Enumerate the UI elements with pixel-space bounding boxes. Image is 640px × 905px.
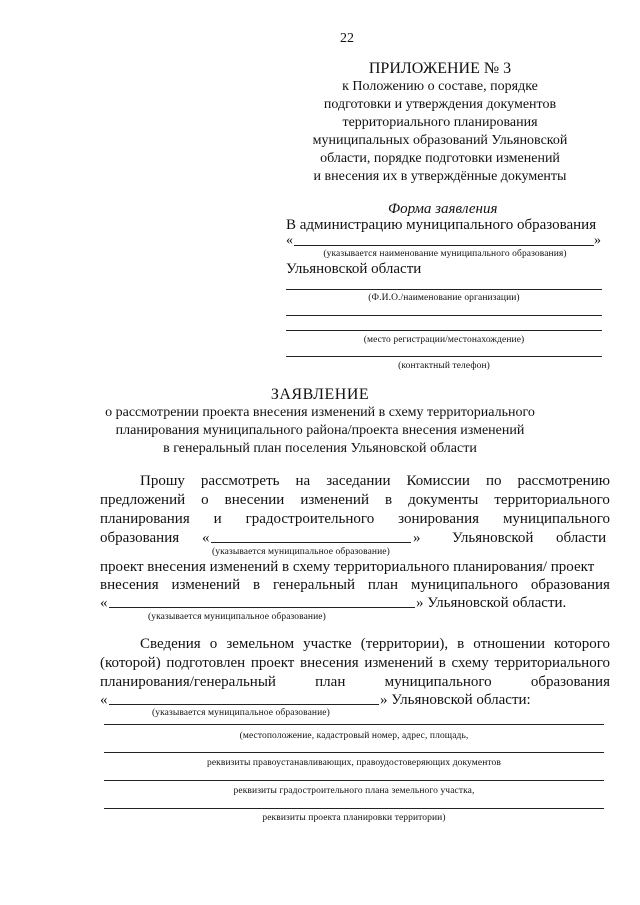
word: Прошу — [140, 473, 185, 489]
mo-field-para1[interactable] — [211, 542, 411, 543]
word: территориального — [494, 492, 610, 508]
appendix-line: территориального планирования — [342, 115, 538, 130]
word: на — [295, 473, 311, 489]
word: рассмотрению — [517, 473, 610, 489]
word: зонирования — [398, 511, 480, 527]
page-number: 22 — [340, 31, 354, 46]
addressee-text: В администрацию муниципального образования — [286, 217, 597, 233]
land-info-field-4[interactable] — [104, 808, 604, 809]
open-quote: « — [286, 233, 293, 248]
form-label: Форма заявления — [388, 201, 498, 217]
para1-line6 — [100, 576, 610, 594]
hint-para2-mo: (указывается муниципальное образование) — [152, 708, 330, 718]
word: в — [384, 492, 393, 508]
para2-line1: Сведения о земельном участке (территории), в отношении которого — [140, 636, 610, 652]
appendix-line: области, порядке подготовки изменений — [320, 151, 560, 166]
word: по — [485, 473, 502, 489]
para2-line3 — [100, 673, 610, 691]
para2-line4-end: » Ульяновской области: — [380, 692, 531, 708]
appendix-line: и внесения их в утверждённые документы — [313, 169, 567, 184]
statement-subtitle — [60, 404, 580, 458]
word: заседании — [326, 473, 391, 489]
fio-field[interactable] — [286, 289, 602, 290]
subtitle-line: планирования муниципального района/проекта внесения изменений — [115, 423, 525, 438]
statement-title: ЗАЯВЛЕНИЕ — [270, 386, 370, 403]
word: муниципального — [384, 674, 492, 690]
word: планирования — [100, 511, 190, 527]
appendix-line: к Положению о составе, порядке — [342, 79, 538, 94]
word: муниципального — [410, 577, 518, 593]
open-quote: « — [100, 692, 108, 708]
hint-planning-project: реквизиты проекта планировки территории) — [262, 813, 446, 823]
subtitle-line: в генеральный план поселения Ульяновской области — [163, 441, 477, 456]
phone-field[interactable] — [286, 356, 602, 357]
mo-field-para2[interactable] — [109, 704, 379, 705]
hint-para1-mo: (указывается муниципальное образование) — [212, 547, 390, 557]
subtitle-line: о рассмотрении проекта внесения изменений в схему территориального — [105, 405, 535, 420]
para1-region: Ульяновской — [452, 530, 534, 546]
hint-address: (место регистрации/местонахождение) — [363, 335, 525, 345]
word: планирования/генеральный — [100, 674, 276, 690]
para1-line7-end: » Ульяновской области. — [416, 595, 567, 611]
word: изменений — [300, 492, 369, 508]
hint-phone: (контактный телефон) — [398, 361, 490, 371]
word: предложений — [100, 492, 186, 508]
word: и — [213, 511, 222, 527]
word: план — [315, 674, 346, 690]
address-field-1[interactable] — [286, 315, 602, 316]
appendix-title: ПРИЛОЖЕНИЕ № 3 — [368, 60, 512, 77]
para1-line2 — [100, 491, 610, 509]
land-info-field-1[interactable] — [104, 724, 604, 725]
hint-mo-name: (указывается наименование муниципального образования) — [323, 249, 567, 259]
word: внесения — [100, 577, 159, 593]
hint-rights: реквизиты правоустанавливающих, правоудостоверяющих документов — [207, 758, 501, 768]
word: внесении — [224, 492, 285, 508]
word: рассмотреть — [200, 473, 280, 489]
open-quote: « — [100, 595, 108, 611]
word: генеральный — [272, 577, 355, 593]
word: изменений — [171, 577, 241, 593]
word: муниципального — [502, 511, 610, 527]
mo-name-field[interactable] — [294, 245, 594, 246]
region-text: Ульяновской области — [286, 261, 422, 277]
word: документы — [408, 492, 479, 508]
para1-line4-end: области — [556, 530, 607, 546]
para2-line2: (которой) подготовлен проект внесения изменений в схему территориального — [100, 655, 610, 671]
close-quote: » — [413, 530, 421, 546]
para1-line4-start: образования — [100, 530, 180, 546]
word: план — [367, 577, 399, 593]
hint-para1-mo2: (указывается муниципальное образование) — [148, 612, 326, 622]
appendix-line: муниципальных образований Ульяновской — [312, 133, 568, 148]
address-field-2[interactable] — [286, 330, 602, 331]
hint-fio: (Ф.И.О./наименование организации) — [368, 293, 520, 303]
land-info-field-3[interactable] — [104, 780, 604, 781]
para1-line3 — [100, 510, 610, 528]
word: в — [252, 577, 261, 593]
land-info-field-2[interactable] — [104, 752, 604, 753]
word: Комиссии — [406, 473, 470, 489]
hint-gpzu: реквизиты градостроительного плана земельного участка, — [233, 786, 475, 796]
para1-line5: проект внесения изменений в схему территориального планирования/ проект — [100, 559, 595, 575]
close-quote: » — [594, 233, 601, 248]
appendix-block — [290, 60, 590, 186]
word: образования — [530, 674, 610, 690]
para1-line1 — [140, 472, 610, 490]
word: образования — [530, 577, 610, 593]
hint-location: (местоположение, кадастровый номер, адрес, площадь, — [239, 731, 469, 741]
open-quote: « — [202, 530, 210, 546]
word: градостроительного — [245, 511, 375, 527]
word: о — [201, 492, 209, 508]
mo-field-para1b[interactable] — [109, 607, 415, 608]
appendix-line: подготовки и утверждения документов — [323, 97, 557, 112]
